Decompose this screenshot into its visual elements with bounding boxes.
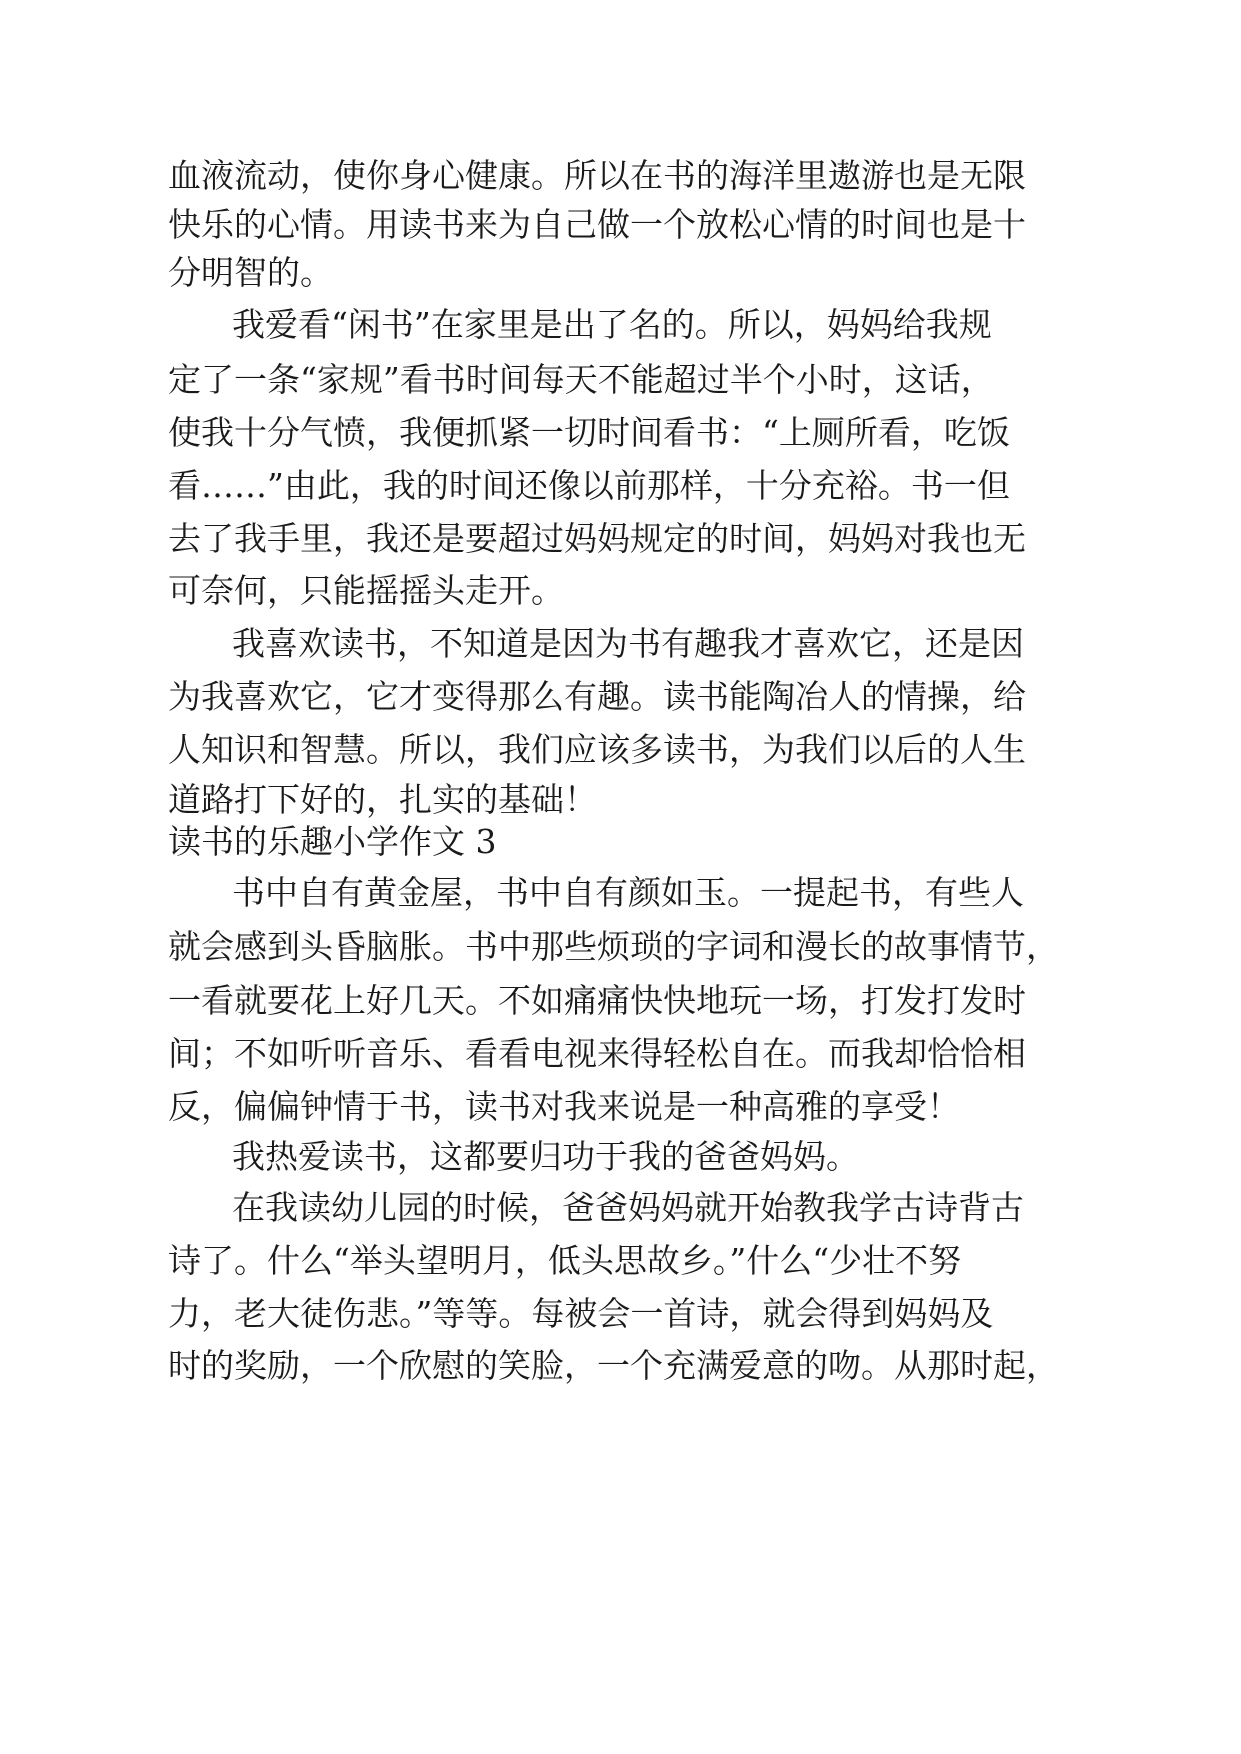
text-line: 间；不如听听音乐、看看电视来得轻松自在。而我却恰恰相 <box>168 1034 1026 1073</box>
text-line: 诗了。什么“举头望明月，低头思故乡。”什么“少壮不努 <box>168 1241 962 1280</box>
text-line: 道路打下好的，扎实的基础！ <box>168 780 597 819</box>
text-line: 使我十分气愤，我便抓紧一切时间看书：“上厕所看，吃饭 <box>168 413 1010 452</box>
text-line: 人知识和智慧。所以，我们应该多读书，为我们以后的人生 <box>168 730 1026 769</box>
text-line: 看……”由此，我的时间还像以前那样，十分充裕。书一但 <box>168 466 1010 505</box>
text-line: 分明智的。 <box>168 253 333 292</box>
text-line: 定了一条“家规”看书时间每天不能超过半个小时，这话， <box>168 360 994 399</box>
text-line: 时的奖励，一个欣慰的笑脸，一个充满爱意的吻。从那时起， <box>168 1346 1059 1385</box>
text-line: 就会感到头昏脑胀。书中那些烦琐的字词和漫长的故事情节， <box>168 927 1059 966</box>
text-line: 为我喜欢它，它才变得那么有趣。读书能陶冶人的情操，给 <box>168 677 1026 716</box>
text-line: 可奈何，只能摇摇头走开。 <box>168 571 564 610</box>
text-line: 我喜欢读书，不知道是因为书有趣我才喜欢它，还是因 <box>232 624 1024 663</box>
section-heading: 读书的乐趣小学作文 3 <box>168 822 497 861</box>
text-line: 去了我手里，我还是要超过妈妈规定的时间，妈妈对我也无 <box>168 519 1026 558</box>
text-line: 在我读幼儿园的时候，爸爸妈妈就开始教我学古诗背古 <box>232 1188 1024 1227</box>
text-line: 我热爱读书，这都要归功于我的爸爸妈妈。 <box>232 1137 859 1176</box>
text-line: 力，老大徒伤悲。”等等。每被会一首诗，就会得到妈妈及 <box>168 1294 994 1333</box>
text-line: 快乐的心情。用读书来为自己做一个放松心情的时间也是十 <box>168 205 1026 244</box>
text-line: 反，偏偏钟情于书，读书对我来说是一种高雅的享受！ <box>168 1087 960 1126</box>
text-line: 我爱看“闲书”在家里是出了名的。所以，妈妈给我规 <box>232 305 992 344</box>
text-line: 血液流动，使你身心健康。所以在书的海洋里遨游也是无限 <box>168 156 1026 195</box>
text-line: 一看就要花上好几天。不如痛痛快快地玩一场，打发打发时 <box>168 981 1026 1020</box>
text-line: 书中自有黄金屋，书中自有颜如玉。一提起书，有些人 <box>232 873 1024 912</box>
